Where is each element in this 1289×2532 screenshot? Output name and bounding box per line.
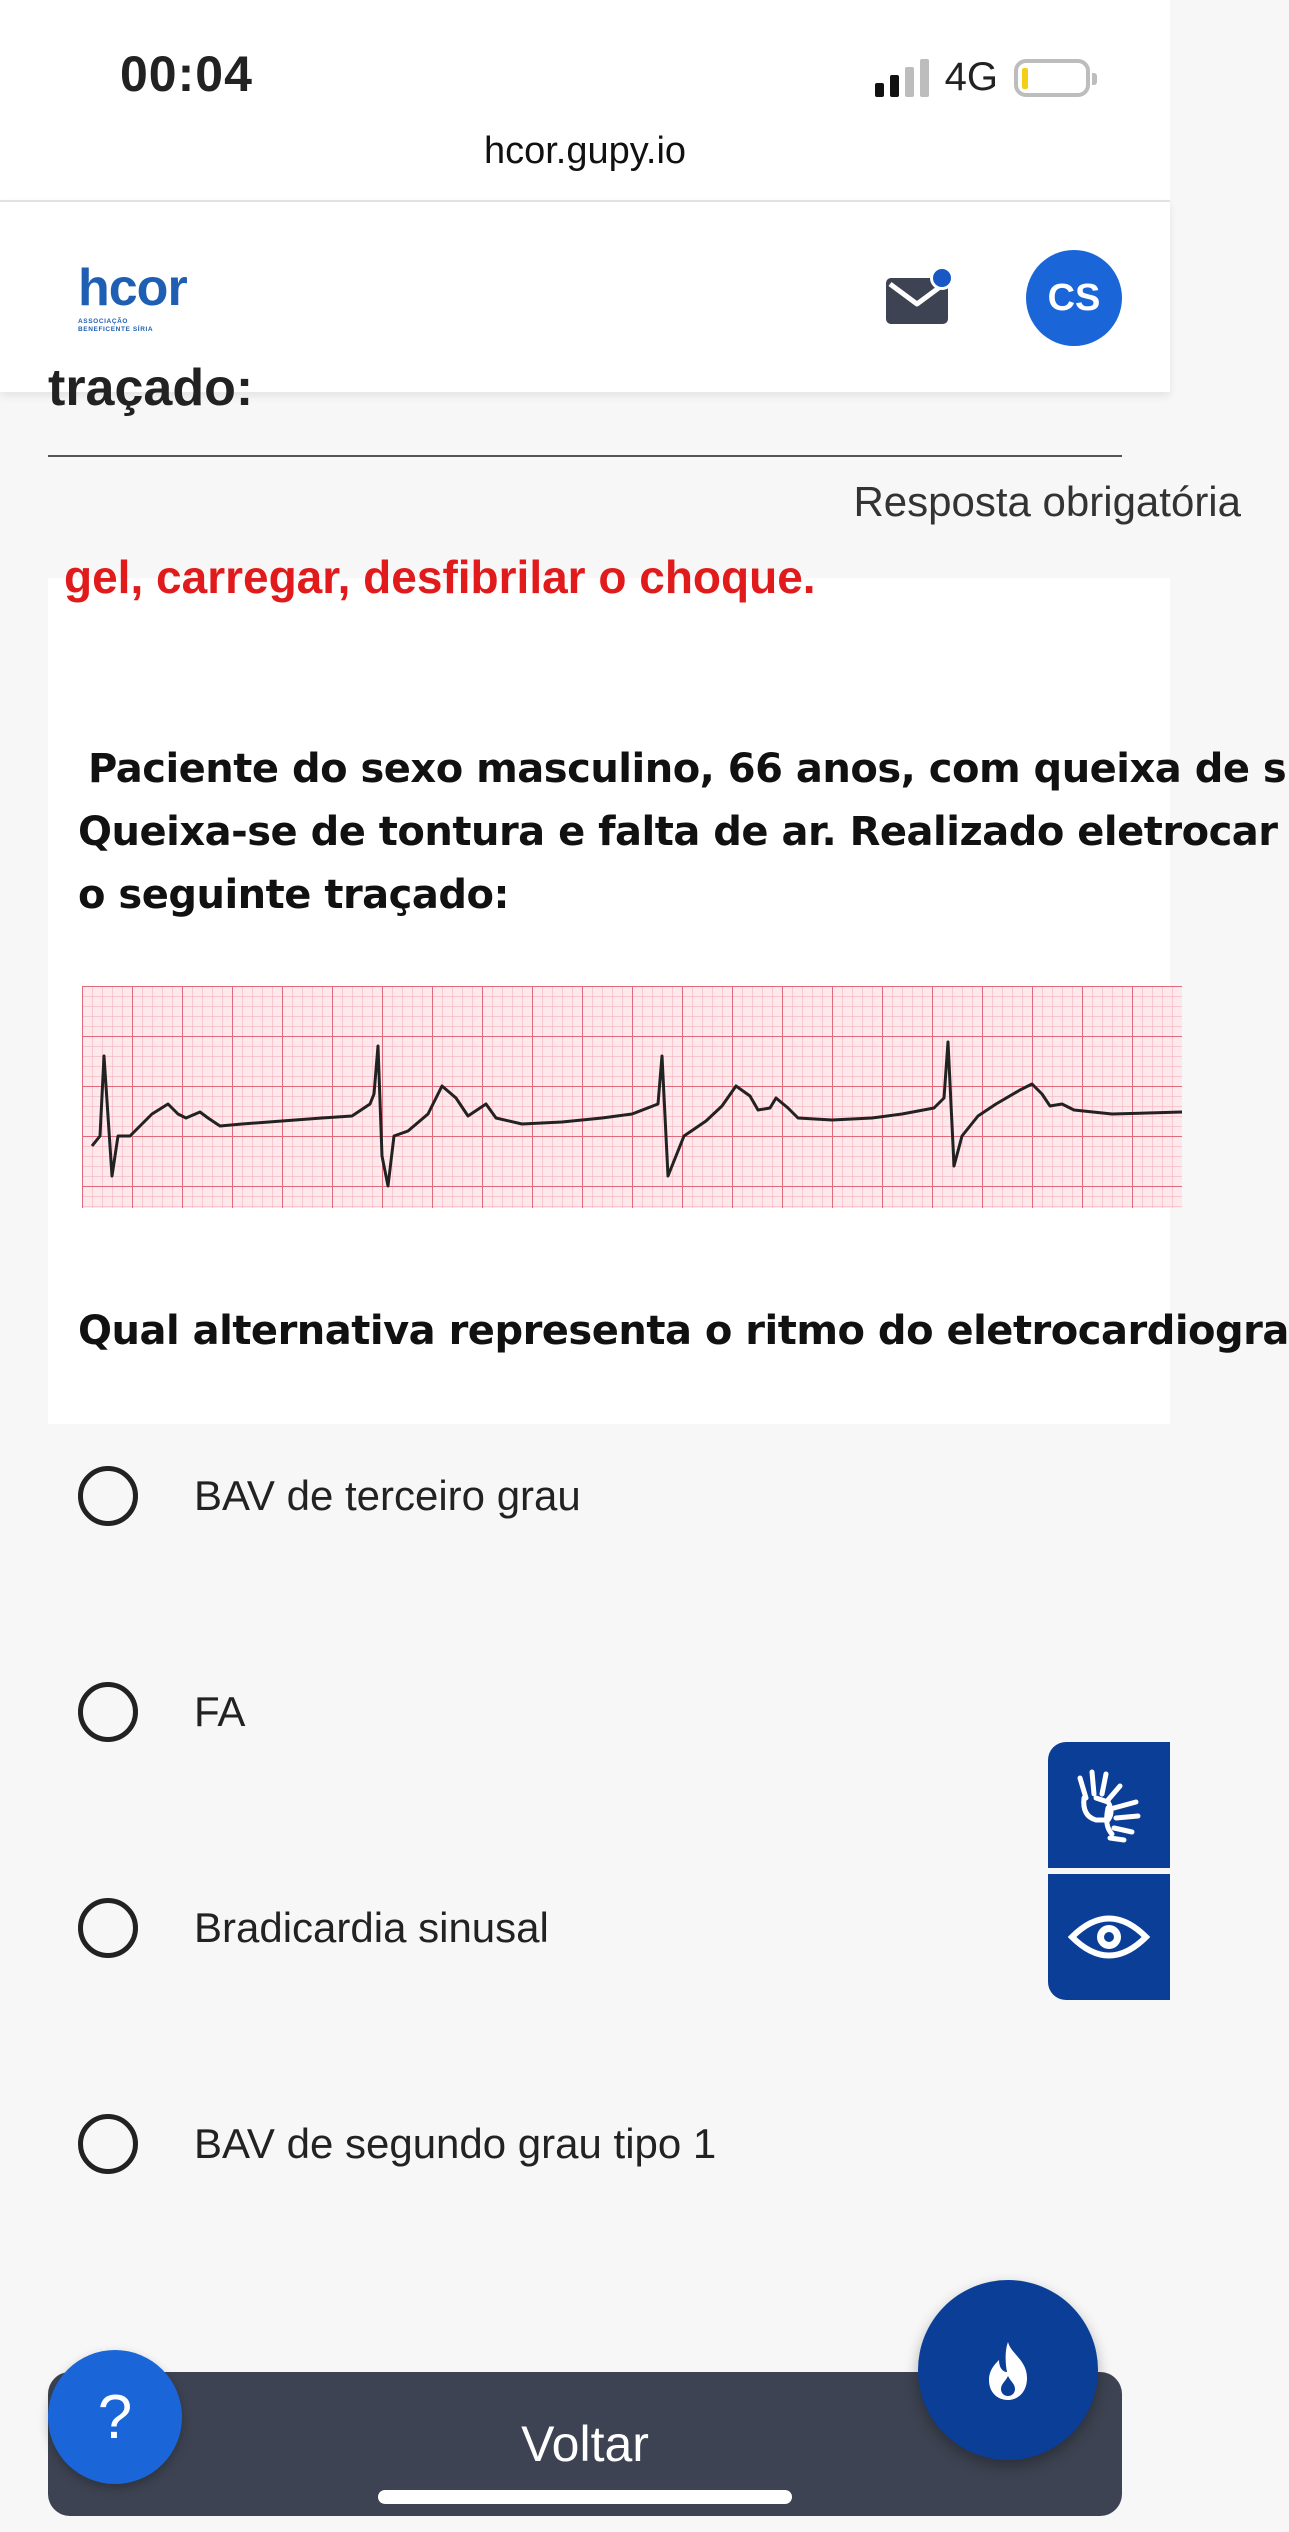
radio-button[interactable] [78,2114,138,2174]
radio-button[interactable] [78,1898,138,1958]
required-label: Resposta obrigatória [853,478,1241,525]
option-label: Bradicardia sinusal [194,1904,549,1951]
ecg-tracing [82,986,1182,1208]
fire-button[interactable] [918,2280,1098,2460]
help-button[interactable]: ? [48,2350,182,2484]
option-label: BAV de segundo grau tipo 1 [194,2120,717,2167]
question-text [78,738,1286,927]
logo-subtitle-line2: BENEFICENTE SÍRIA [78,326,154,334]
question-heading-text: traçado: [48,359,254,417]
sign-language-button[interactable] [1048,1742,1170,1868]
question-heading-cut [48,359,1048,417]
red-text-cut: gel, carregar, desfibrilar o choque. [64,551,816,603]
question-line-3: o seguinte traçado: [78,872,509,918]
status-bar [0,0,1170,130]
back-button[interactable]: Voltar [48,2372,1122,2516]
option-1[interactable] [48,1446,948,1546]
signal-icon [875,59,929,97]
status-time: 00:04 [120,46,253,102]
status-indicators [875,55,1090,100]
user-avatar[interactable]: CS [1026,250,1122,346]
sign-language-icon [1074,1768,1144,1842]
battery-icon [1014,59,1090,97]
option-4[interactable] [48,2094,948,2194]
question-prompt: Qual alternativa representa o ritmo do eletrocardiogra [78,1308,1289,1354]
browser-url: hcor.gupy.io [483,130,687,172]
option-2[interactable] [48,1662,948,1762]
hcor-logo[interactable] [78,259,187,334]
logo-subtitle [78,318,187,334]
logo-wordmark: hcor [78,259,187,317]
question-image [48,551,1289,1424]
fire-icon [981,2338,1035,2402]
option-label: BAV de terceiro grau [194,1472,581,1519]
radio-button[interactable] [78,1466,138,1526]
visibility-button[interactable] [1048,1874,1170,2000]
network-type: 4G [944,55,998,99]
option-label: FA [194,1688,246,1735]
browser-url-bar[interactable] [0,130,1170,200]
radio-button[interactable] [78,1682,138,1742]
eye-icon [1070,1912,1148,1962]
logo-subtitle-line1: ASSOCIAÇÃO [78,318,129,325]
home-indicator [378,2490,792,2504]
question-line-2: Queixa-se de tontura e falta de ar. Realizado eletrocar [78,809,1278,855]
divider [48,455,1122,457]
notification-dot [930,266,954,290]
question-line-1: Paciente do sexo masculino, 66 anos, com queixa de s [88,746,1287,792]
option-3[interactable] [48,1878,948,1978]
